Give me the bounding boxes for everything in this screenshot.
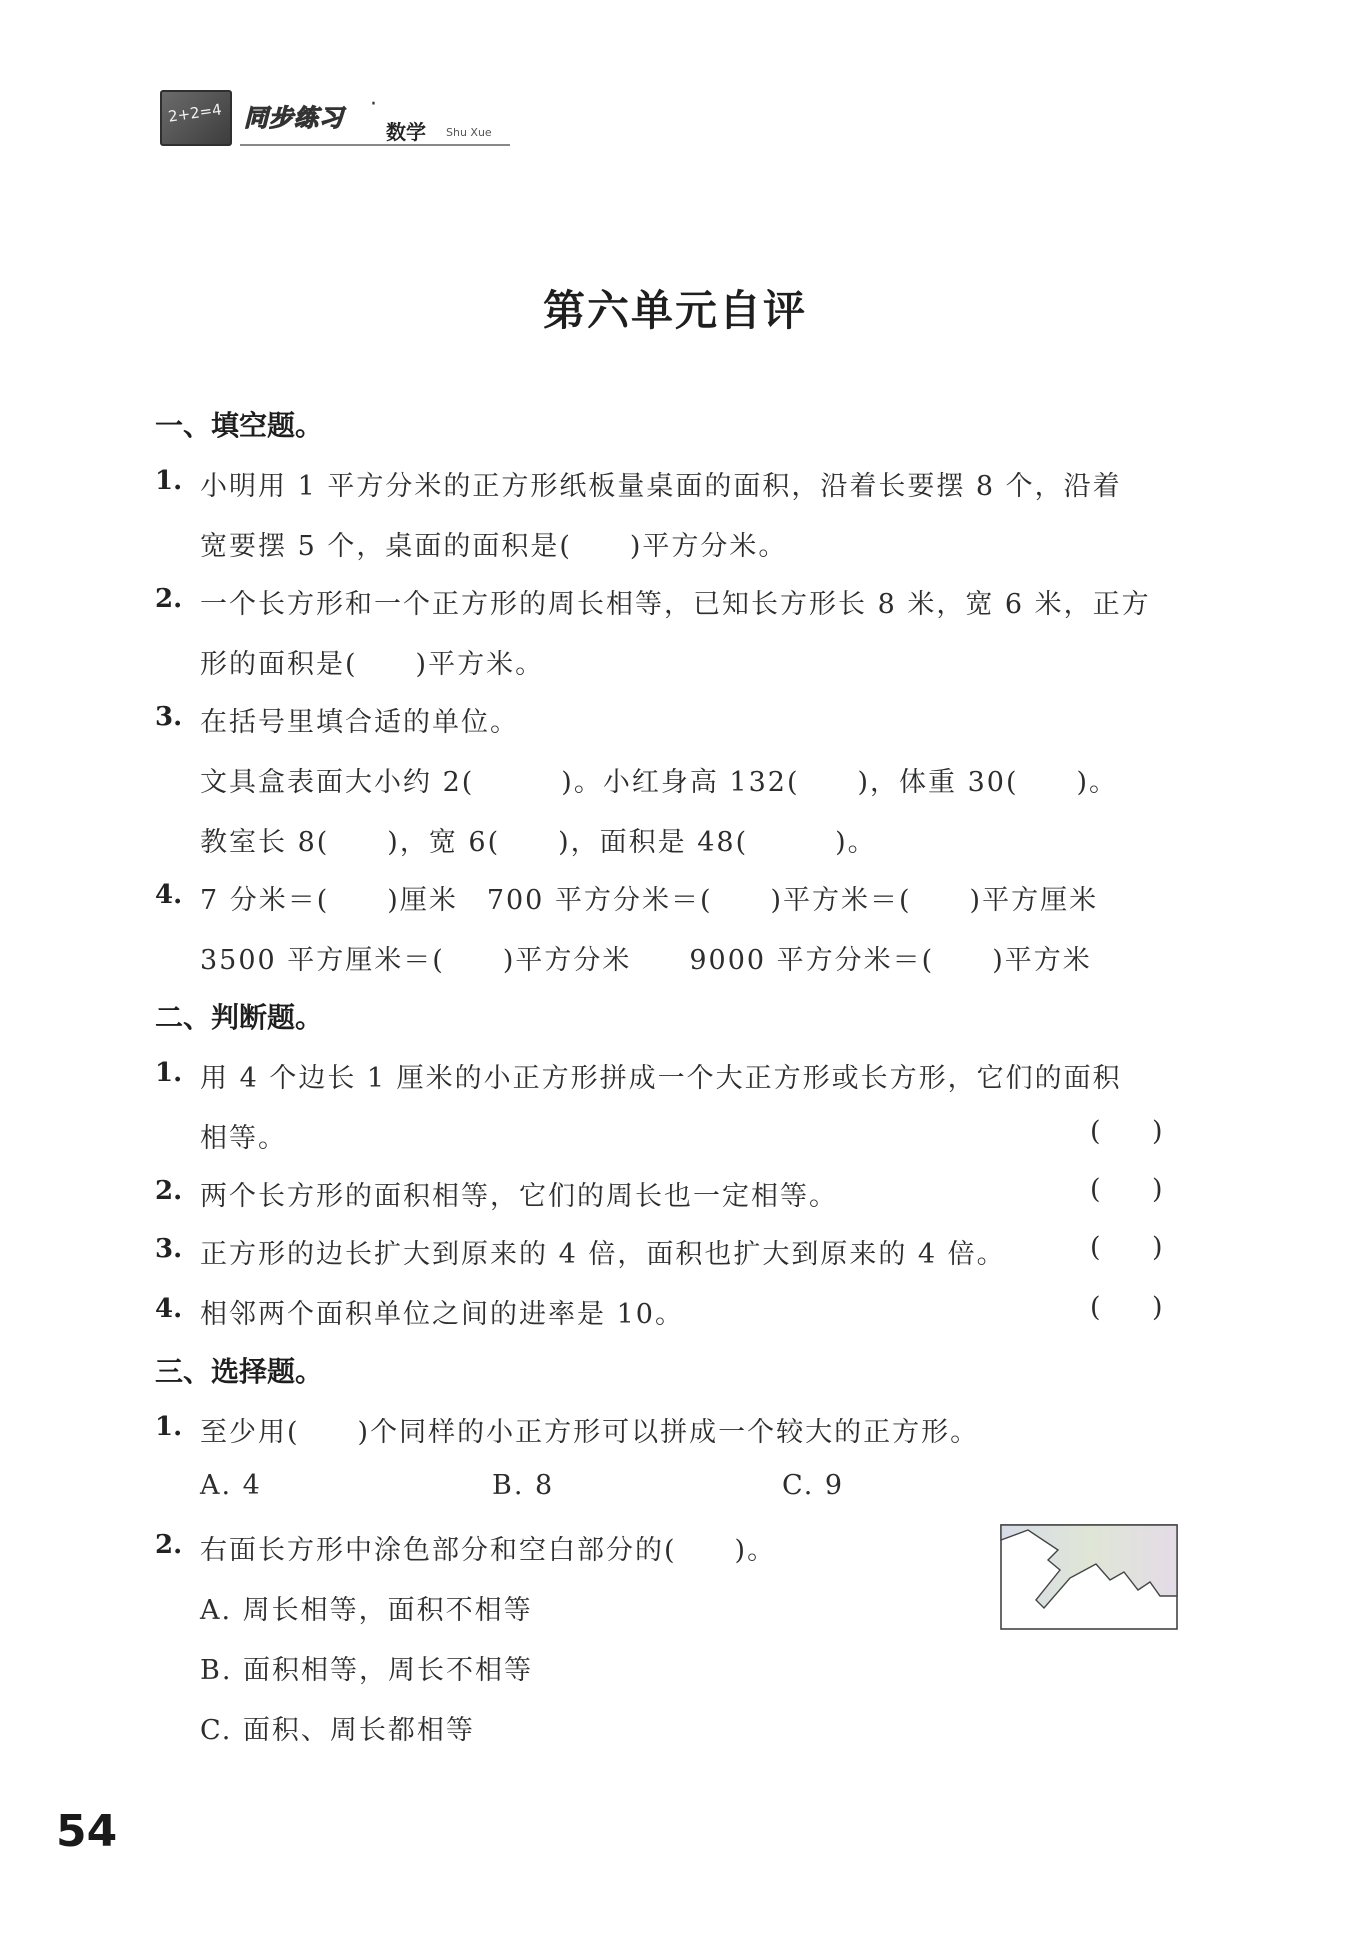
- question-text: 右面长方形中涂色部分和空白部分的( )。: [200, 1535, 777, 1566]
- question-text: 至少用( )个同样的小正方形可以拼成一个较大的正方形。: [200, 1417, 980, 1448]
- shaded-rectangle-figure: [1000, 1524, 1178, 1630]
- question-text: 相等。: [200, 1123, 287, 1154]
- question-number: 1.: [155, 1058, 183, 1088]
- question-number: 1.: [155, 466, 183, 496]
- question-number: 4.: [155, 1294, 183, 1324]
- question-text: 3500 平方厘米＝( )平方分米 9000 平方分米＝( )平方米: [200, 945, 1092, 976]
- question-text: 7 分米＝( )厘米 700 平方分米＝( )平方米＝( )平方厘米: [200, 885, 1099, 916]
- question-number: 3.: [155, 1234, 183, 1264]
- question-text: 一个长方形和一个正方形的周长相等，已知长方形长 8 米，宽 6 米，正方: [200, 589, 1151, 620]
- answer-bracket: ( ): [1090, 1232, 1163, 1263]
- question-number: 3.: [155, 702, 183, 732]
- answer-bracket: ( ): [1090, 1292, 1163, 1323]
- question-text: 文具盒表面大小约 2( )。小红身高 132( )，体重 30( )。: [200, 767, 1119, 798]
- chalkboard-icon: [160, 90, 232, 146]
- option-a: A. 周长相等，面积不相等: [200, 1595, 533, 1626]
- question-text: 教室长 8( )，宽 6( )，面积是 48( )。: [200, 827, 877, 858]
- subject-name: 数学: [386, 120, 426, 144]
- section-heading-judge: 二、判断题。: [155, 1001, 324, 1034]
- answer-bracket: ( ): [1090, 1116, 1163, 1147]
- page-title: 第六单元自评: [542, 286, 807, 335]
- question-text: 小明用 1 平方分米的正方形纸板量桌面的面积，沿着长要摆 8 个，沿着: [200, 471, 1122, 502]
- answer-bracket: ( ): [1090, 1174, 1163, 1205]
- question-text: 正方形的边长扩大到原来的 4 倍，面积也扩大到原来的 4 倍。: [200, 1239, 1006, 1270]
- section-heading-fill: 一、填空题。: [155, 409, 324, 442]
- subject-pinyin: Shu Xue: [446, 126, 492, 139]
- question-number: 2.: [155, 584, 183, 614]
- question-text: 两个长方形的面积相等，它们的周长也一定相等。: [200, 1181, 838, 1212]
- question-text: 用 4 个边长 1 厘米的小正方形拼成一个大正方形或长方形，它们的面积: [200, 1063, 1122, 1094]
- page-number: 54: [56, 1806, 118, 1857]
- option-b: B. 8: [492, 1470, 555, 1501]
- header-dot: ·: [370, 92, 377, 117]
- question-number: 2.: [155, 1176, 183, 1206]
- section-heading-choice: 三、选择题。: [155, 1355, 324, 1388]
- series-name: 同步练习: [244, 104, 344, 132]
- option-c: C. 9: [782, 1470, 845, 1501]
- option-b: B. 面积相等，周长不相等: [200, 1655, 534, 1686]
- chalkboard-text: 2+2=4: [167, 100, 223, 126]
- header-underline: [240, 144, 510, 146]
- question-text: 相邻两个面积单位之间的进率是 10。: [200, 1299, 684, 1330]
- header-logo: [160, 82, 510, 154]
- question-text: 宽要摆 5 个，桌面的面积是( )平方分米。: [200, 531, 788, 562]
- question-text: 形的面积是( )平方米。: [200, 649, 545, 680]
- option-c: C. 面积、周长都相等: [200, 1715, 475, 1746]
- question-text: 在括号里填合适的单位。: [200, 707, 519, 738]
- question-number: 1.: [155, 1412, 183, 1442]
- option-a: A. 4: [200, 1470, 262, 1501]
- question-number: 2.: [155, 1530, 183, 1560]
- question-number: 4.: [155, 880, 183, 910]
